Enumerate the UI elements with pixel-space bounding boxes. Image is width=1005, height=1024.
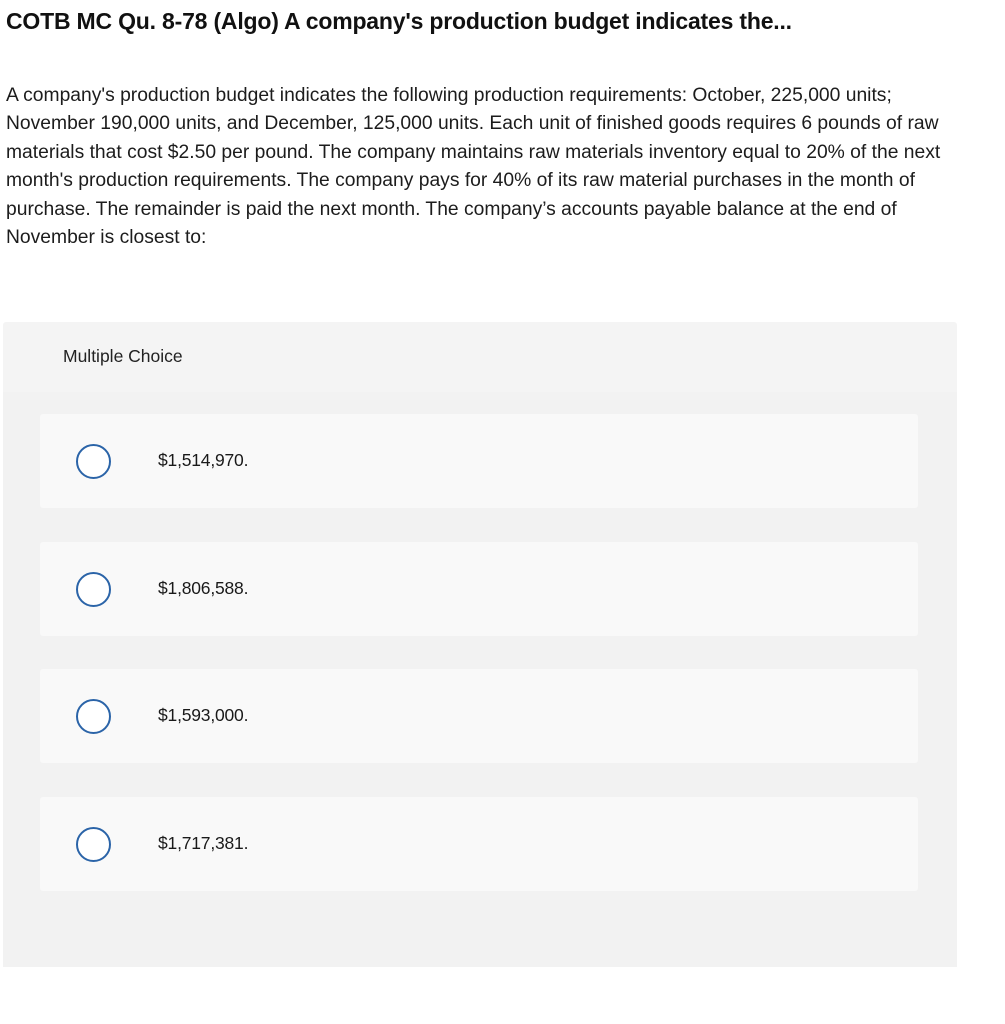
answer-option-3[interactable] <box>40 669 918 763</box>
options-container <box>3 392 957 967</box>
question-text: A company's production budget indicates the following production requirements: October, 225,000 units; November 190,000 units, and December, 125,000 units. Each unit of finished goods requires 6 pounds of raw materials that cost $2.50 per pound. The company maintains raw materials inventory equal to 20% of the next month's production requirements. The company pays for 40% of its raw material purchases in the month of purchase. The remainder is paid the next month. The company’s accounts payable balance at the end of November is closest to: <box>6 85 941 249</box>
multiple-choice-panel <box>3 322 957 967</box>
answer-option-2[interactable] <box>40 542 918 636</box>
option-label: $1,593,000. <box>158 705 249 725</box>
radio-button[interactable] <box>76 827 111 862</box>
answer-option-4[interactable] <box>40 797 918 891</box>
option-label: $1,717,381. <box>158 833 249 853</box>
option-label: $1,806,588. <box>158 578 249 598</box>
option-label: $1,514,970. <box>158 450 249 470</box>
answer-option-1[interactable] <box>40 414 918 508</box>
multiple-choice-header: Multiple Choice <box>63 346 183 366</box>
radio-button[interactable] <box>76 699 111 734</box>
radio-button[interactable] <box>76 444 111 479</box>
question-title: COTB MC Qu. 8-78 (Algo) A company's production budget indicates the... <box>6 8 792 34</box>
radio-button[interactable] <box>76 572 111 607</box>
